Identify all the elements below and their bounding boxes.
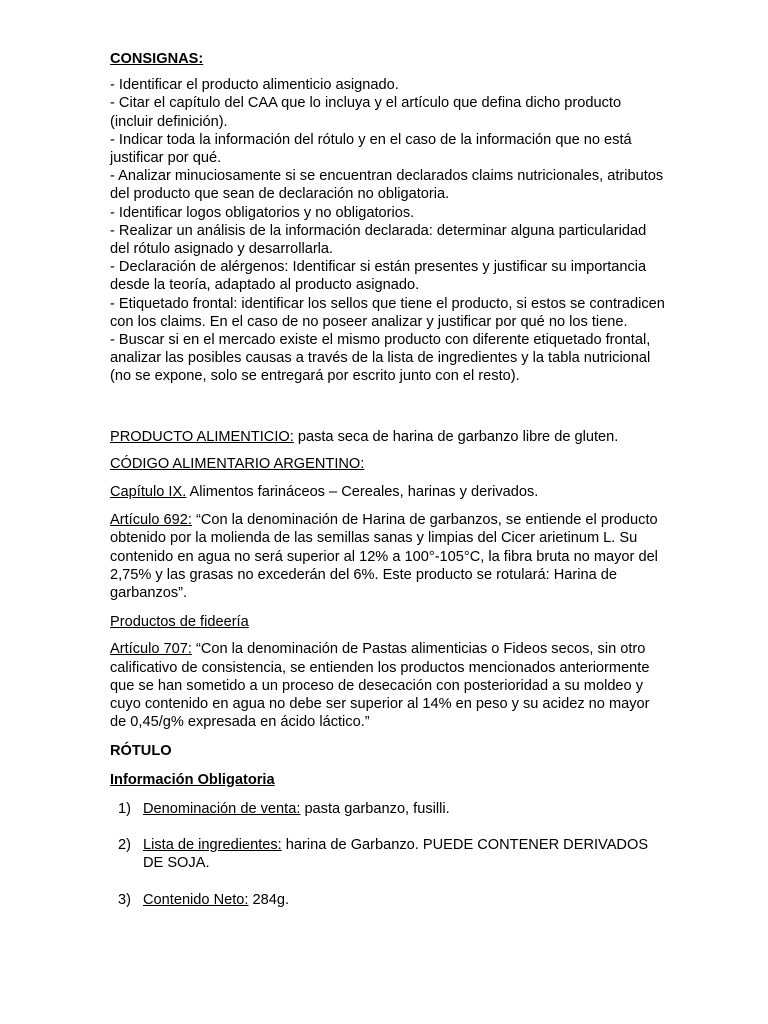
articulo-707-label: Artículo 707: bbox=[110, 641, 192, 658]
capitulo-line bbox=[110, 483, 668, 501]
producto-value: pasta seca de harina de garbanzo libre de gluten. bbox=[293, 428, 619, 445]
consigna-item: - Realizar un análisis de la información declarada: determinar alguna particularidad del rótulo asignado y desarrollarla. bbox=[110, 222, 647, 258]
consignas-list bbox=[110, 76, 668, 385]
codigo-label: CÓDIGO ALIMENTARIO ARGENTINO: bbox=[110, 455, 365, 472]
rotulo-heading: RÓTULO bbox=[110, 742, 172, 759]
rotulo-item-ingredientes bbox=[110, 836, 668, 872]
rotulo-item-denominacion bbox=[110, 800, 668, 818]
consigna-item: - Buscar si en el mercado existe el mismo producto con diferente etiquetado frontal, analizar las posibles causas a través de la lista de ingredientes y la tabla nutricional (no se expone, solo se entregará por escrito junto con el resto). bbox=[110, 332, 651, 385]
fideeria-label: Productos de fideería bbox=[110, 614, 249, 631]
consigna-item: - Identificar logos obligatorios y no obligatorios. bbox=[110, 204, 415, 221]
list-number: 1) bbox=[118, 800, 131, 817]
fideeria-heading bbox=[110, 613, 668, 631]
ingredientes-value: harina de Garbanzo. PUEDE CONTENER DERIVADOS DE SOJA. bbox=[143, 837, 649, 872]
capitulo-value: Alimentos farináceos – Cereales, harinas y derivados. bbox=[186, 484, 539, 501]
articulo-692-text: “Con la denominación de Harina de garbanzos, se entiende el producto obtenido por la molienda de las semillas sanas y limpias del Cicer arietinum L. Su contenido en agua no será superior al 12% a 100°-105°C, la fibra bruta no mayor del 2,75% y las grasas no excederán del 6%. Este producto se rotulará: Harina de garbanzos”. bbox=[110, 512, 658, 602]
list-number: 2) bbox=[118, 837, 131, 854]
consignas-heading: CONSIGNAS: bbox=[110, 51, 204, 67]
articulo-692-label: Artículo 692: bbox=[110, 512, 192, 529]
denominacion-value: pasta garbanzo, fusilli. bbox=[300, 800, 450, 817]
consigna-item: - Etiquetado frontal: identificar los sellos que tiene el producto, si estos se contradicen con los claims. En el caso de no poseer analizar y justificar por qué no los tiene. bbox=[110, 295, 665, 330]
consigna-item: - Declaración de alérgenos: Identificar si están presentes y justificar su importancia desde la teoría, adaptado al producto asignado. bbox=[110, 259, 647, 294]
consigna-item: - Identificar el producto alimenticio asignado. bbox=[110, 77, 399, 94]
articulo-707 bbox=[110, 640, 668, 731]
rotulo-item-contenido bbox=[110, 891, 668, 909]
ingredientes-label: Lista de ingredientes: bbox=[143, 837, 282, 854]
list-number: 3) bbox=[118, 891, 131, 908]
producto-line bbox=[110, 428, 668, 446]
consigna-item: - Citar el capítulo del CAA que lo incluya y el artículo que defina dicho producto (incluir definición). bbox=[110, 95, 622, 130]
consigna-item: - Indicar toda la información del rótulo y en el caso de la información que no está justificar por qué. bbox=[110, 131, 632, 167]
articulo-707-text: “Con la denominación de Pastas alimenticias o Fideos secos, sin otro calificativo de consistencia, se entienden los productos mencionados anteriormente que se han sometido a un proceso de desecación con posterioridad a su moldeo y cuyo contenido en agua no debe ser superior al 14% en peso y su acidez no mayor de 0,45/g% expresada en ácido láctico.” bbox=[110, 641, 650, 731]
rotulo-list bbox=[110, 800, 668, 909]
denominacion-label: Denominación de venta: bbox=[143, 800, 301, 817]
capitulo-label: Capítulo IX. bbox=[110, 484, 187, 501]
articulo-692 bbox=[110, 511, 668, 602]
producto-label: PRODUCTO ALIMENTICIO: bbox=[110, 428, 294, 445]
consigna-item: - Analizar minuciosamente si se encuentran declarados claims nutricionales, atributos del producto que sean de declaración no obligatoria. bbox=[110, 168, 664, 203]
codigo-heading bbox=[110, 455, 668, 473]
informacion-obligatoria-heading: Información Obligatoria bbox=[110, 771, 275, 788]
contenido-label: Contenido Neto: bbox=[143, 891, 249, 908]
contenido-value: 284g. bbox=[248, 891, 290, 908]
